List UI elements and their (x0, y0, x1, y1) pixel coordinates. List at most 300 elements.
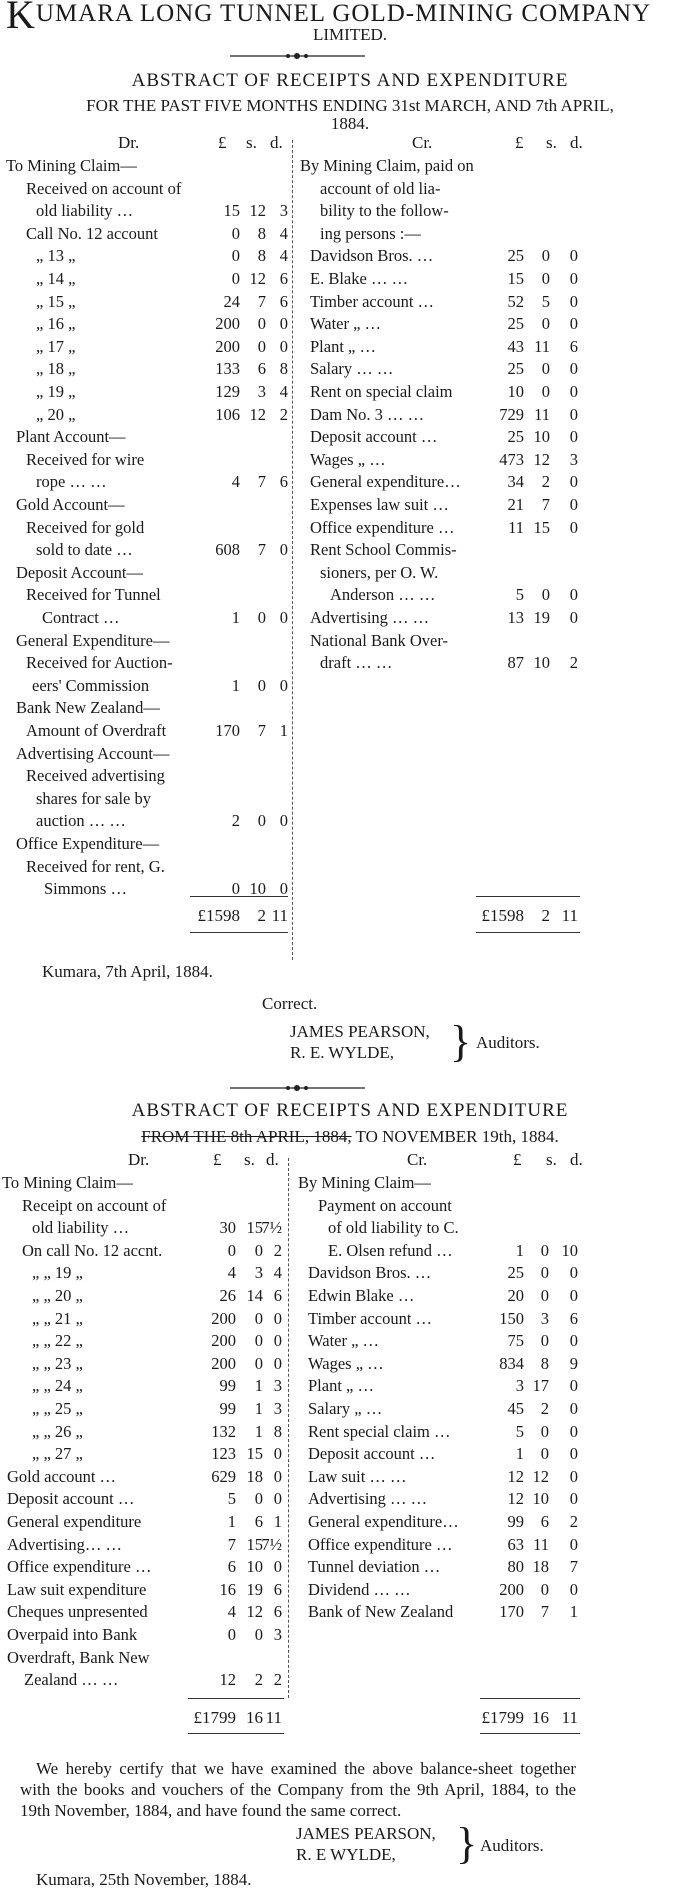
ledger-pence: 0 (279, 314, 288, 334)
ledger-pounds: 99 (219, 1399, 236, 1418)
ledger-pence: 0 (569, 1444, 578, 1464)
ledger-pence: 0 (279, 336, 288, 356)
ledger-pence: 3 (279, 201, 288, 221)
ledger-item-label: Anderson … … (330, 585, 436, 605)
ledger-item-label: Wages „ … (310, 449, 386, 469)
s2-dr-heading: Dr. (128, 1150, 150, 1169)
ledger-shillings: 3 (540, 1308, 549, 1328)
ledger-pence: 0 (569, 427, 578, 447)
ledger-item-label: Overpaid into Bank (7, 1625, 138, 1644)
section2-subtitle-struck: FROM THE 8th APRIL, 1884, (141, 1127, 352, 1146)
ledger-shillings: 8 (540, 1353, 549, 1373)
ledger-item-label: of old liability to C. (328, 1218, 459, 1238)
ledger-shillings: 12 (249, 269, 266, 288)
ledger-item-label: Received for rent, G. (26, 856, 165, 876)
s2-cr-heading: Cr. (407, 1150, 428, 1169)
ledger-item-label: Gold Account— (16, 495, 125, 514)
ledger-shillings: 18 (532, 1557, 549, 1577)
ledger-shillings: 11 (533, 1534, 549, 1554)
ledger-shillings: 7 (257, 540, 266, 560)
ledger-pounds: 15 (223, 201, 240, 221)
ledger-item-label: Rent School Commis- (310, 540, 457, 560)
ledger-item-label: Received for wire (26, 449, 145, 469)
ledger-pounds: 2 (231, 811, 240, 831)
ledger-shillings: 2 (254, 1670, 263, 1690)
ledger-pounds: 0 (231, 246, 240, 266)
ledger-item-label: Advertising … … (310, 608, 430, 627)
total-pence: 11 (561, 906, 578, 925)
ledger-item-label: „ 17 „ (36, 336, 76, 356)
ledger-shillings: 15 (246, 1218, 263, 1238)
s1-place-date: Kumara, 7th April, 1884. (42, 962, 213, 981)
ledger-shillings: 19 (246, 1579, 263, 1599)
total-pounds: £1598 (197, 906, 240, 925)
ledger-item-label: Bank of New Zealand (308, 1602, 454, 1622)
ledger-item-label: Wages „ … (308, 1353, 384, 1373)
ledger-item-label: Edwin Blake … (308, 1286, 415, 1305)
ledger-pence: 0 (569, 585, 578, 605)
ledger-shillings: 5 (541, 291, 550, 311)
s1-dr-shilling-heading: s. (246, 133, 257, 152)
ledger-pence: 0 (273, 1557, 282, 1577)
ledger-shillings: 10 (533, 653, 550, 673)
ledger-pounds: 1 (231, 608, 240, 627)
ledger-shillings: 0 (254, 1353, 263, 1373)
ledger-pence: 0 (569, 1286, 578, 1305)
s1-cr-shilling-heading: s. (546, 133, 557, 152)
ledger-item-label: Salary … … (310, 359, 394, 379)
ledger-pence: 3 (273, 1376, 282, 1396)
ledger-pence: 0 (569, 1489, 578, 1509)
s2-place-date: Kumara, 25th November, 1884. (36, 1870, 252, 1889)
ledger-item-label: Tunnel deviation … (308, 1557, 441, 1577)
ledger-pence: 0 (279, 540, 288, 560)
ledger-pounds: 200 (215, 314, 240, 334)
ledger-pence: 2 (273, 1670, 282, 1690)
ledger-pounds: 20 (507, 1286, 524, 1305)
s2-dr-total-underline (188, 1733, 284, 1734)
ledger-item-label: Rent special claim … (308, 1421, 451, 1441)
ledger-item-label: Davidson Bros. … (310, 246, 434, 266)
ledger-pounds: 4 (231, 472, 240, 492)
ledger-pence: 6 (273, 1602, 282, 1622)
ledger-pounds: 80 (507, 1557, 524, 1577)
ledger-item-label: bility to the follow- (320, 201, 449, 221)
ledger-pounds: 11 (508, 517, 524, 537)
s1-cr-pence-heading: d. (570, 133, 583, 152)
s2-dr-total-rule (188, 1698, 284, 1699)
ledger-pence: 0 (569, 404, 578, 424)
ledger-item-label: old liability … (32, 1218, 130, 1238)
ledger-pounds: 1 (515, 1444, 524, 1464)
total-shillings: 16 (246, 1708, 263, 1727)
ledger-item-label: „ 15 „ (36, 291, 76, 311)
ledger-pounds: 26 (219, 1286, 236, 1305)
ledger-item-label: old liability … (36, 201, 134, 221)
ledger-pounds: 629 (211, 1466, 236, 1486)
s1-cr-total-underline (476, 932, 580, 933)
ledger-shillings: 0 (540, 1240, 549, 1260)
s1-dr-total-underline (190, 932, 288, 933)
ledger-pence: 4 (273, 1263, 282, 1283)
ledger-item-label: „ „ 27 „ (32, 1444, 83, 1464)
ledger-pence: 6 (279, 291, 288, 311)
ledger-shillings: 0 (540, 1444, 549, 1464)
s2-cr-total-underline (480, 1733, 580, 1734)
s2-dr-pound-heading: £ (213, 1150, 222, 1169)
s1-auditors-label: Auditors. (476, 1033, 540, 1052)
ledger-pence: 0 (569, 314, 578, 334)
s2-dr-shilling-heading: s. (244, 1150, 255, 1169)
ledger-pence: 0 (569, 1421, 578, 1441)
ledger-pence: 0 (569, 382, 578, 401)
ledger-item-label: General expenditure (7, 1512, 142, 1531)
ledger-shillings: 0 (541, 314, 550, 334)
ledger-item-label: Received for gold (26, 517, 145, 537)
ledger-shillings: 0 (540, 1421, 549, 1441)
ledger-item-label: „ 19 „ (36, 382, 76, 401)
ledger-pence: 0 (273, 1353, 282, 1373)
ledger-item-label: By Mining Claim, paid on (300, 156, 474, 175)
ledger-item-label: Water „ … (308, 1331, 380, 1351)
ledger-pence: 3 (273, 1625, 282, 1644)
company-initial: K (6, 0, 36, 37)
ledger-pounds: 25 (507, 1263, 524, 1283)
ledger-item-label: Simmons … (44, 879, 127, 899)
ledger-pounds: 0 (231, 879, 240, 899)
ledger-pence: 0 (279, 879, 288, 899)
ledger-item-label: Deposit account … (7, 1489, 135, 1509)
section1-subtitle: FOR THE PAST FIVE MONTHS ENDING 31st MARCH, AND 7th APRIL, (86, 96, 614, 115)
ledger-pounds: 608 (215, 540, 240, 560)
ledger-pence: 10 (561, 1240, 578, 1260)
ledger-item-label: account of old lia- (320, 178, 441, 198)
ledger-shillings: 12 (249, 201, 266, 221)
ledger-shillings: 1 (254, 1421, 263, 1441)
ledger-item-label: eers' Commission (32, 675, 150, 695)
ledger-pence: 2 (273, 1240, 282, 1260)
ledger-shillings: 2 (540, 1399, 549, 1418)
ledger-pounds: 106 (215, 404, 240, 424)
ledger-shillings: 15 (246, 1444, 263, 1464)
ledger-item-label: Timber account … (308, 1308, 433, 1328)
ledger-pence: 2 (569, 1512, 578, 1531)
s1-auditor-pearson: JAMES PEARSON, (290, 1022, 430, 1041)
ledger-shillings: 0 (257, 675, 266, 695)
ledger-pounds: 12 (507, 1466, 524, 1486)
ledger-item-label: Office Expenditure— (16, 834, 160, 853)
ledger-item-label: Office expenditure … (7, 1557, 152, 1577)
ledger-shillings: 0 (254, 1625, 263, 1644)
ledger-item-label: Dividend … … (308, 1579, 411, 1599)
ledger-pence: 0 (569, 608, 578, 627)
ledger-pounds: 200 (211, 1353, 236, 1373)
section2-title: ABSTRACT OF RECEIPTS AND EXPENDITURE (131, 1100, 569, 1121)
s2-dr-pence-heading: d. (266, 1150, 279, 1169)
total-pounds: £1598 (481, 906, 524, 925)
ledger-item-label: rope … … (36, 472, 107, 492)
ledger-shillings: 7 (257, 721, 266, 740)
ledger-pounds: 0 (227, 1625, 236, 1644)
ledger-shillings: 1 (254, 1376, 263, 1396)
ledger-pounds: 10 (507, 382, 524, 401)
s1-cr-pound-heading: £ (515, 133, 524, 152)
ledger-pounds: 45 (507, 1399, 524, 1418)
ledger-pounds: 3 (515, 1376, 524, 1396)
ledger-pounds: 200 (499, 1579, 524, 1599)
s1-dr-pence-heading: d. (270, 133, 283, 152)
ledger-item-label: „ „ 19 „ (32, 1263, 83, 1283)
ledger-pence: 0 (569, 1263, 578, 1283)
ledger-item-label: „ 16 „ (36, 314, 76, 334)
ledger-shillings: 6 (257, 359, 266, 379)
ledger-pounds: 1 (231, 675, 240, 695)
ledger-shillings: 1 (254, 1399, 263, 1418)
ledger-item-label: Deposit account … (308, 1444, 436, 1464)
ledger-item-label: Zealand … … (24, 1670, 119, 1690)
ledger-item-label: Cheques unpresented (7, 1602, 148, 1622)
ledger-shillings: 0 (254, 1331, 263, 1351)
ledger-pence: 0 (569, 291, 578, 311)
s2-certification: We hereby certify that we have examined the above balance-sheet together with the books and vouchers of the Company from the 9th April, 1884, to the 19th November, 1884, and have found the same correct. (20, 1759, 576, 1820)
ledger-item-label: By Mining Claim— (298, 1173, 431, 1192)
ledger-shillings: 0 (254, 1308, 263, 1328)
ledger-pounds: 7 (227, 1534, 236, 1554)
ledger-item-label: „ 20 „ (36, 404, 76, 424)
ledger-pence: 0 (569, 1331, 578, 1351)
ledger-pounds: 5 (227, 1489, 236, 1509)
ledger-shillings: 7 (541, 495, 550, 514)
ledger-item-label: Expenses law suit … (310, 495, 449, 514)
ledger-pounds: 25 (507, 359, 524, 379)
ledger-pounds: 24 (223, 291, 240, 311)
total-shillings: 2 (541, 906, 550, 925)
ledger-item-label: „ „ 24 „ (32, 1376, 83, 1396)
ledger-pounds: 129 (215, 382, 240, 401)
ledger-pounds: 4 (227, 1602, 236, 1622)
ledger-pounds: 170 (499, 1602, 524, 1622)
ledger-pounds: 123 (211, 1444, 236, 1464)
company-limited: LIMITED. (312, 25, 388, 44)
ledger-shillings: 10 (249, 879, 266, 899)
ledger-pence: 7½ (261, 1218, 282, 1238)
ledger-item-label: Plant „ … (310, 336, 376, 356)
ledger-pounds: 1 (515, 1240, 524, 1260)
section2-subtitle (0, 1127, 700, 1147)
ledger-shillings: 14 (246, 1286, 263, 1305)
ledger-shillings: 12 (246, 1602, 263, 1622)
s2-cr-pound-heading: £ (513, 1150, 522, 1169)
ledger-shillings: 0 (540, 1263, 549, 1283)
ledger-pence: 0 (569, 517, 578, 537)
ledger-shillings: 10 (246, 1557, 263, 1577)
ledger-item-label: On call No. 12 accnt. (22, 1240, 163, 1260)
s1-brace-icon: } (450, 1017, 472, 1066)
ledger-pounds: 1 (227, 1512, 236, 1531)
ledger-pence: 4 (279, 223, 288, 243)
s2-cr-pence-heading: d. (570, 1150, 583, 1169)
ledger-pence: 0 (279, 608, 288, 627)
ledger-item-label: „ 13 „ (36, 246, 76, 266)
ledger-pence: 0 (569, 472, 578, 492)
ornament-divider-2-icon (230, 1082, 365, 1094)
ledger-pounds: 12 (507, 1489, 524, 1509)
ledger-item-label: draft … … (320, 653, 393, 673)
ledger-shillings: 0 (257, 811, 266, 831)
ledger-item-label: Davidson Bros. … (308, 1263, 432, 1283)
ledger-shillings: 19 (533, 608, 550, 627)
ledger-pounds: 0 (231, 269, 240, 288)
ledger-pounds: 5 (515, 1421, 524, 1441)
ledger-shillings: 7 (540, 1602, 549, 1622)
ledger-pounds: 99 (507, 1512, 524, 1531)
ledger-item-label: sold to date … (36, 540, 133, 560)
ledger-pence: 4 (279, 246, 288, 266)
total-pounds: £1799 (481, 1708, 524, 1727)
ledger-shillings: 7 (257, 472, 266, 492)
ledger-pounds: 12 (219, 1670, 236, 1690)
ledger-pounds: 34 (507, 472, 524, 492)
ledger-item-label: Plant Account— (16, 427, 126, 447)
ledger-item-label: Law suit expenditure (7, 1579, 147, 1599)
ledger-shillings: 0 (541, 246, 550, 266)
ledger-shillings: 12 (532, 1466, 549, 1486)
ledger-item-label: „ 14 „ (36, 269, 76, 288)
ledger-pounds: 30 (219, 1218, 236, 1238)
ledger-pence: 1 (273, 1512, 282, 1531)
ledger-pence: 0 (569, 1579, 578, 1599)
s2-brace-icon: } (456, 1819, 478, 1868)
ledger-pence: 8 (273, 1421, 282, 1441)
ledger-item-label: Contract … (42, 608, 120, 627)
ledger-pounds: 170 (215, 721, 240, 740)
ledger-pounds: 0 (231, 223, 240, 243)
ledger-pounds: 133 (215, 359, 240, 379)
ledger-shillings: 0 (541, 585, 550, 605)
ledger-pence: 0 (279, 675, 288, 695)
ledger-shillings: 0 (540, 1331, 549, 1351)
ledger-shillings: 11 (534, 404, 550, 424)
ledger-shillings: 17 (532, 1376, 549, 1396)
ledger-shillings: 15 (533, 517, 550, 537)
ledger-pounds: 729 (499, 404, 524, 424)
ledger-pounds: 5 (515, 585, 524, 605)
total-pounds: £1799 (193, 1708, 236, 1727)
ledger-pence: 4 (279, 382, 288, 401)
ledger-item-label: E. Olsen refund … (328, 1240, 453, 1260)
s2-cr-shilling-heading: s. (546, 1150, 557, 1169)
ledger-pence: 7 (569, 1557, 578, 1577)
s1-column-divider (292, 140, 293, 960)
ledger-pence: 6 (569, 336, 578, 356)
ledger-item-label: Office expenditure … (310, 517, 455, 537)
s1-cr-total-rule (476, 896, 580, 897)
ledger-pence: 0 (273, 1489, 282, 1509)
ledger-item-label: Advertising… … (7, 1534, 123, 1554)
ornament-divider-icon (230, 50, 365, 62)
ledger-pence: 7½ (261, 1534, 282, 1554)
ledger-pounds: 13 (507, 608, 524, 627)
ledger-item-label: „ „ 25 „ (32, 1399, 83, 1418)
ledger-pounds: 16 (219, 1579, 236, 1599)
ledger-item-label: „ „ 21 „ (32, 1308, 83, 1328)
ledger-pence: 6 (273, 1579, 282, 1599)
ledger-item-label: ing persons :— (320, 223, 421, 243)
ledger-pence: 0 (569, 269, 578, 288)
ledger-item-label: To Mining Claim— (6, 156, 137, 175)
ledger-item-label: „ „ 23 „ (32, 1353, 83, 1373)
ledger-item-label: Amount of Overdraft (26, 721, 167, 740)
s1-dr-pound-heading: £ (218, 133, 227, 152)
ledger-item-label: Call No. 12 account (26, 223, 158, 243)
s1-auditor-wylde: R. E. WYLDE, (290, 1043, 395, 1062)
ledger-shillings: 0 (257, 608, 266, 627)
ledger-pounds: 0 (227, 1240, 236, 1260)
ledger-item-label: Dam No. 3 … … (310, 404, 425, 424)
ledger-item-label: General expenditure… (308, 1512, 459, 1531)
ledger-pence: 0 (569, 1376, 578, 1396)
ledger-item-label: Advertising … … (308, 1489, 428, 1509)
ledger-item-label: Salary „ … (308, 1399, 383, 1418)
ledger-shillings: 6 (540, 1512, 549, 1531)
ledger-pounds: 25 (507, 314, 524, 334)
ledger-pence: 0 (279, 811, 288, 831)
ledger-item-label: Office expenditure … (308, 1534, 453, 1554)
total-pence: 11 (265, 1708, 282, 1727)
ledger-shillings: 0 (254, 1489, 263, 1509)
ledger-item-label: Advertising Account— (16, 743, 170, 763)
ledger-item-label: Received on account of (26, 178, 182, 198)
ledger-shillings: 0 (541, 269, 550, 288)
s2-auditor-pearson: JAMES PEARSON, (296, 1824, 436, 1843)
ledger-pence: 3 (569, 449, 578, 469)
ledger-pounds: 150 (499, 1308, 524, 1328)
ledger-shillings: 12 (533, 449, 550, 469)
ledger-item-label: „ 18 „ (36, 359, 76, 379)
ledger-item-label: Gold account … (7, 1466, 117, 1486)
ledger-shillings: 3 (254, 1263, 263, 1283)
ledger-item-label: General expenditure… (310, 472, 461, 492)
ledger-pence: 1 (569, 1602, 578, 1622)
ledger-pounds: 200 (211, 1308, 236, 1328)
ledger-shillings: 0 (540, 1579, 549, 1599)
ledger-shillings: 10 (533, 427, 550, 447)
section1-subtitle-year: 1884. (330, 114, 370, 133)
ledger-shillings: 18 (246, 1466, 263, 1486)
ledger-pounds: 21 (507, 495, 524, 514)
ledger-pence: 0 (273, 1444, 282, 1464)
total-pence: 11 (561, 1708, 578, 1727)
ledger-shillings: 10 (532, 1489, 549, 1509)
ledger-item-label: „ „ 20 „ (32, 1286, 83, 1305)
ledger-item-label: Plant „ … (308, 1376, 374, 1396)
s2-auditors-label: Auditors. (480, 1836, 544, 1855)
ledger-item-label: shares for sale by (36, 788, 152, 808)
ledger-pence: 8 (279, 359, 288, 379)
ledger-shillings: 12 (249, 404, 266, 424)
ledger-pounds: 43 (507, 336, 524, 356)
ledger-pounds: 15 (507, 269, 524, 288)
ledger-pence: 9 (569, 1353, 578, 1373)
ledger-item-label: „ „ 22 „ (32, 1331, 83, 1351)
ledger-pence: 3 (273, 1399, 282, 1418)
ledger-shillings: 15 (246, 1534, 263, 1554)
ledger-pounds: 75 (507, 1331, 524, 1351)
ledger-shillings: 8 (257, 246, 266, 266)
ledger-pence: 6 (279, 472, 288, 492)
ledger-pounds: 132 (211, 1421, 236, 1441)
ledger-pounds: 63 (507, 1534, 524, 1554)
